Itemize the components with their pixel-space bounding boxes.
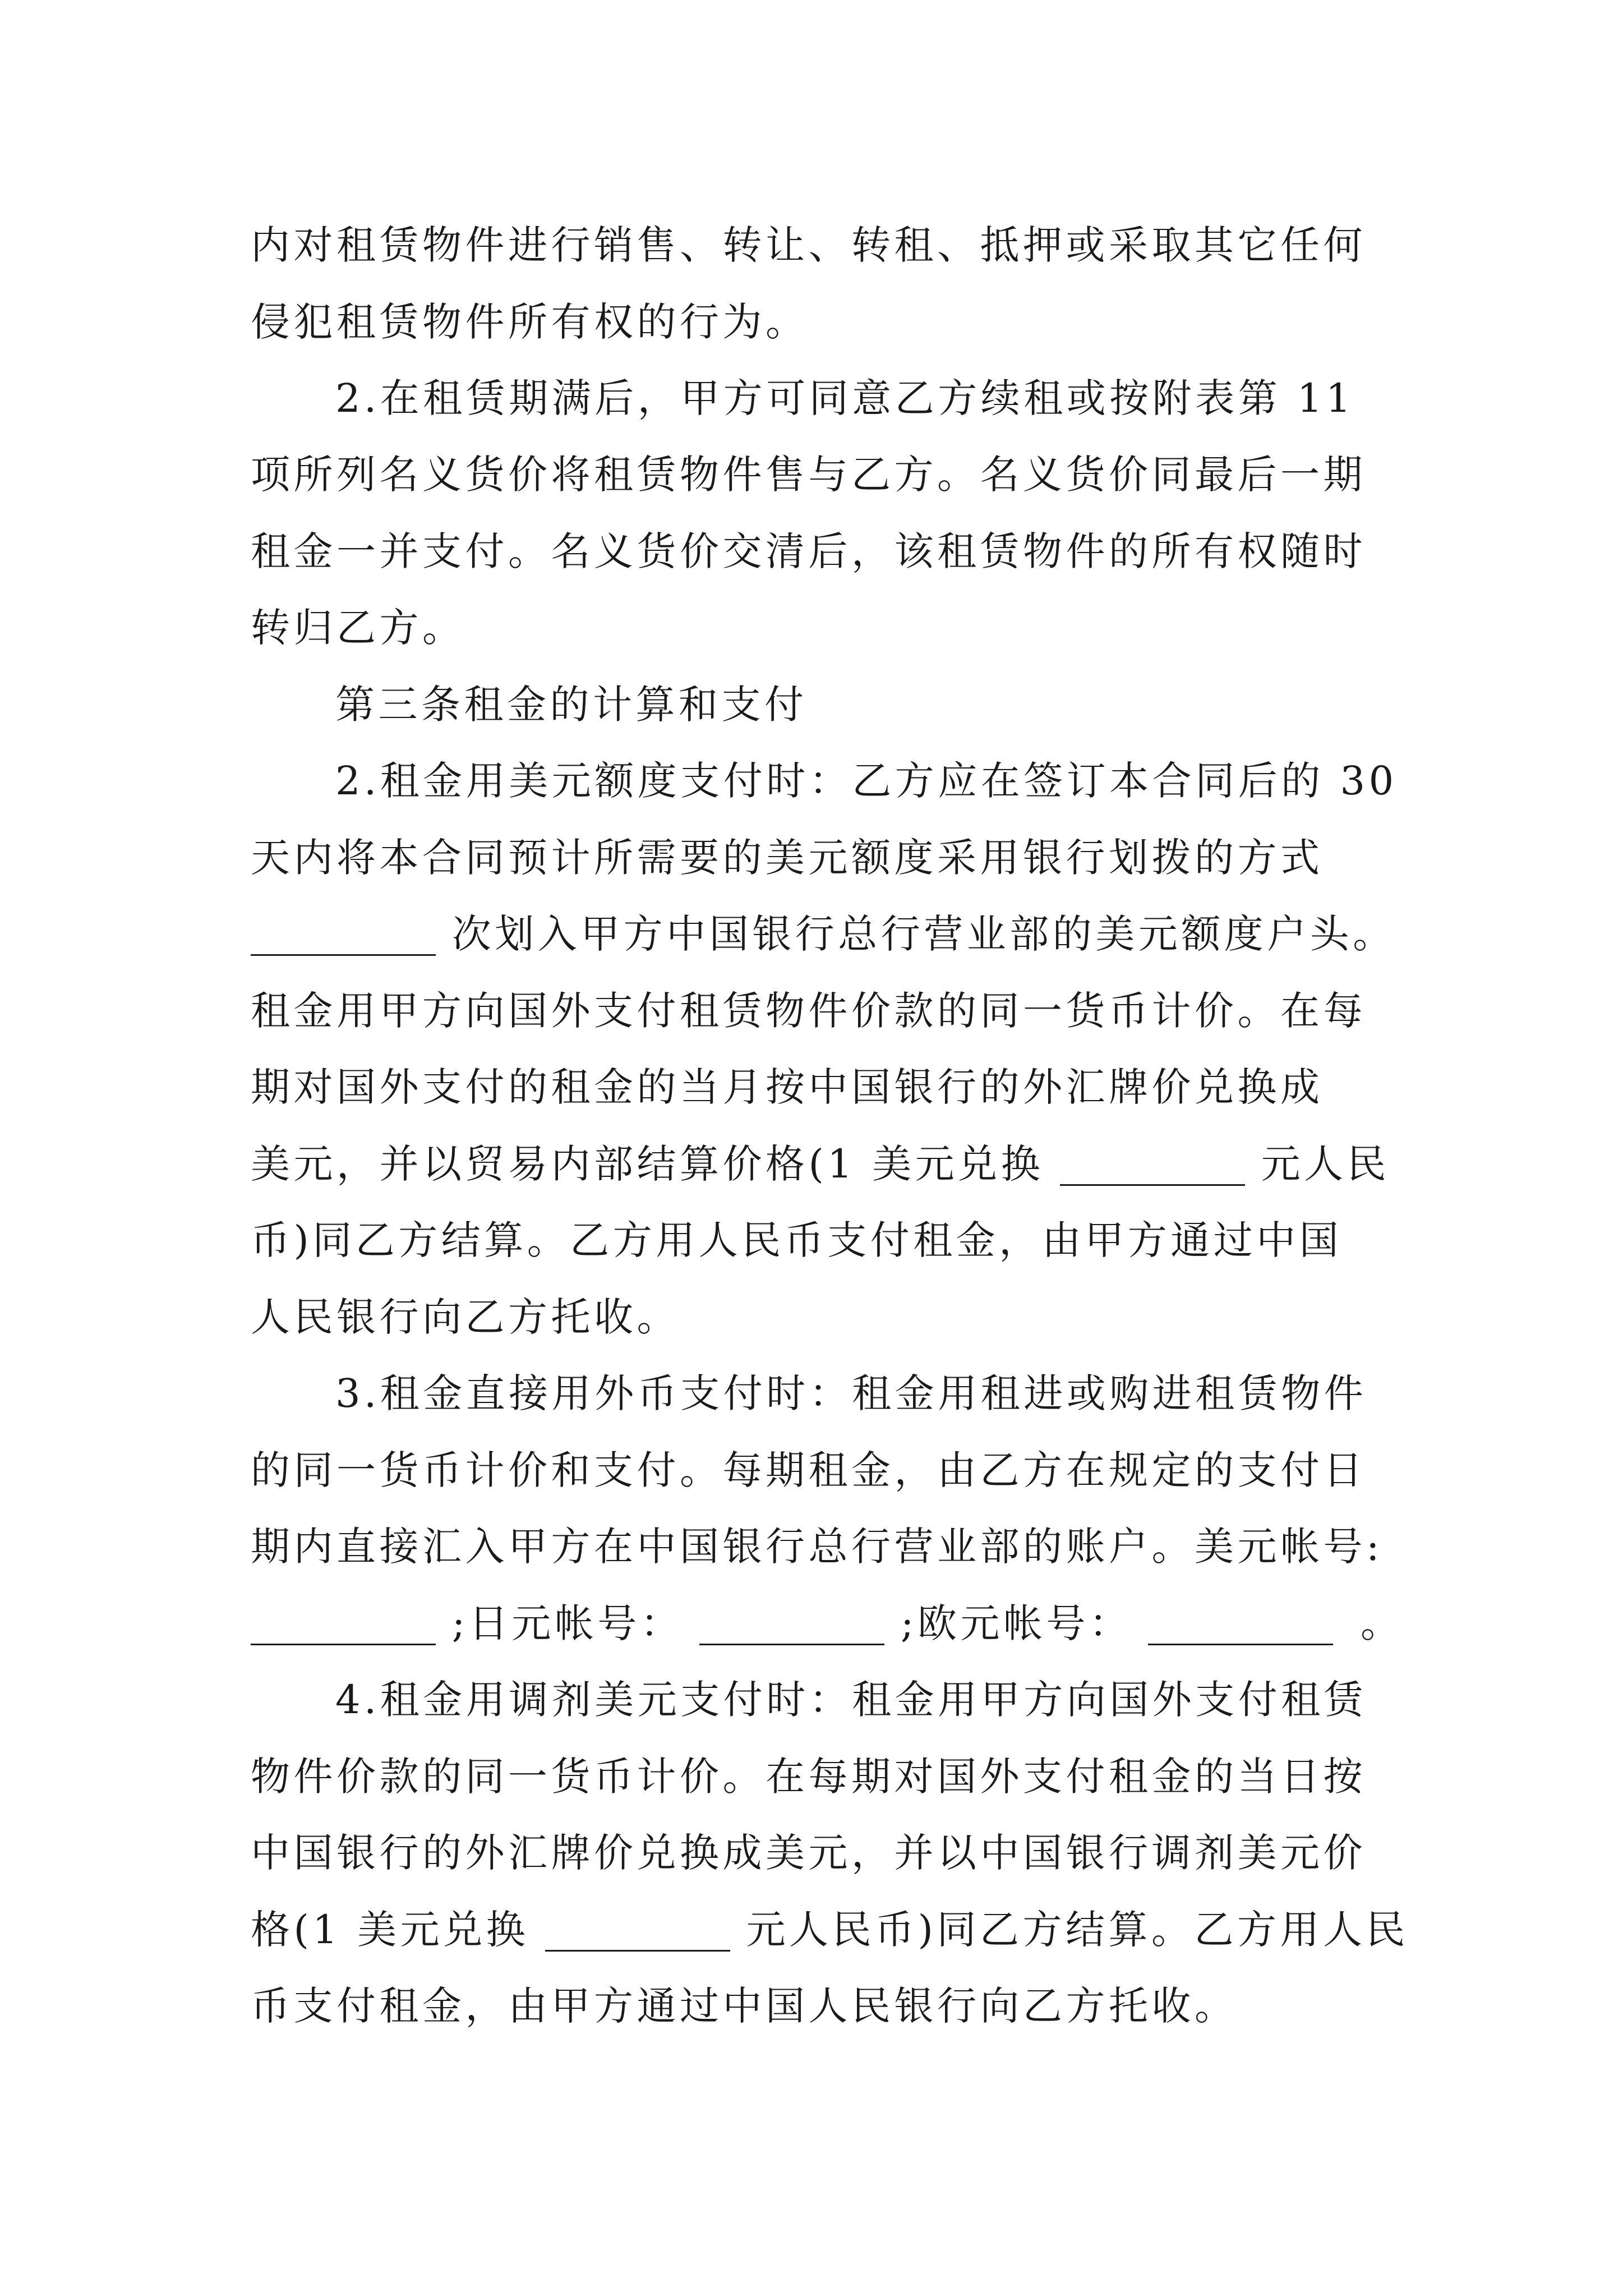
text-segment: 中国银行的外汇牌价兑换成美元，并以中国银行调剂美元价 xyxy=(251,1830,1366,1876)
text-segment: 币)同乙方结算。乙方用人民币支付租金，由甲方通过中国 xyxy=(251,1217,1343,1263)
text-segment: 美元，并以贸易内部结算价格(1 美元兑换 xyxy=(251,1141,1044,1187)
text-segment: 侵犯租赁物件所有权的行为。 xyxy=(251,299,809,345)
text-line xyxy=(0,981,1623,1041)
text-segment: 期内直接汇入甲方在中国银行总行营业部的账户。美元帐号: xyxy=(251,1524,1384,1570)
text-line xyxy=(0,1364,1623,1423)
text-segment: 4.租金用调剂美元支付时：租金用甲方向国外支付租赁 xyxy=(335,1677,1367,1723)
text-line xyxy=(0,1134,1623,1194)
text-segment: 。 xyxy=(1361,1600,1404,1646)
text-segment: 租金一并支付。名义货价交清后，该租赁物件的所有权随时 xyxy=(251,528,1366,574)
text-segment: 格(1 美元兑换 xyxy=(251,1907,529,1953)
text-segment: 天内将本合同预计所需要的美元额度采用银行划拨的方式 xyxy=(251,835,1324,881)
text-segment: 租金用甲方向国外支付租赁物件价款的同一货币计价。在每 xyxy=(251,988,1366,1034)
text-segment: 元人民 xyxy=(1261,1141,1390,1187)
text-line xyxy=(0,1594,1623,1653)
text-segment: 项所列名义货价将租赁物件售与乙方。名义货价同最后一期 xyxy=(251,452,1366,498)
text-line xyxy=(0,1670,1623,1729)
text-line xyxy=(0,1747,1623,1806)
text-line xyxy=(0,215,1623,275)
blank-line xyxy=(1060,1126,1245,1186)
blank-line xyxy=(699,1586,884,1645)
blank-line xyxy=(1148,1586,1333,1645)
blank-line xyxy=(251,896,436,956)
text-line xyxy=(0,1211,1623,1270)
text-line xyxy=(0,1823,1623,1883)
text-line xyxy=(0,828,1623,887)
text-segment: 的同一货币计价和支付。每期租金，由乙方在规定的支付日 xyxy=(251,1447,1366,1493)
text-segment: 人民银行向乙方托收。 xyxy=(251,1294,680,1340)
text-line xyxy=(0,1287,1623,1347)
text-line xyxy=(0,598,1623,657)
text-line xyxy=(0,1441,1623,1500)
text-segment: 币支付租金，由甲方通过中国人民银行向乙方托收。 xyxy=(251,1983,1238,2029)
text-segment: ;欧元帐号： xyxy=(900,1600,1132,1646)
text-segment: 2.在租赁期满后，甲方可同意乙方续租或按附表第 11 xyxy=(335,375,1355,421)
text-segment: 物件价款的同一货币计价。在每期对国外支付租金的当日按 xyxy=(251,1754,1366,1800)
text-segment: 元人民币)同乙方结算。乙方用人民 xyxy=(746,1907,1409,1953)
text-segment: 第三条租金的计算和支付 xyxy=(335,682,808,728)
text-line xyxy=(0,751,1623,811)
text-line xyxy=(0,369,1623,428)
text-segment: 转归乙方。 xyxy=(251,605,465,651)
text-line xyxy=(0,445,1623,504)
text-line xyxy=(0,1057,1623,1117)
text-segment: 内对租赁物件进行销售、转让、转租、抵押或采取其它任何 xyxy=(251,222,1366,268)
blank-line xyxy=(545,1892,730,1952)
text-line xyxy=(0,1517,1623,1576)
text-segment: ;日元帐号： xyxy=(451,1600,684,1646)
text-segment: 3.租金直接用外币支付时：租金用租进或购进租赁物件 xyxy=(335,1370,1367,1416)
text-segment: 2.租金用美元额度支付时：乙方应在签订本合同后的 30 xyxy=(335,758,1398,804)
text-segment: 期对国外支付的租金的当月按中国银行的外汇牌价兑换成 xyxy=(251,1064,1324,1110)
text-line xyxy=(0,1900,1623,1959)
blank-line xyxy=(251,1586,436,1645)
text-line xyxy=(0,1976,1623,2036)
section-heading xyxy=(0,675,1623,734)
text-line xyxy=(0,522,1623,581)
text-line xyxy=(0,292,1623,352)
text-segment: 次划入甲方中国银行总行营业部的美元额度户头。 xyxy=(451,911,1396,957)
text-line xyxy=(0,904,1623,964)
